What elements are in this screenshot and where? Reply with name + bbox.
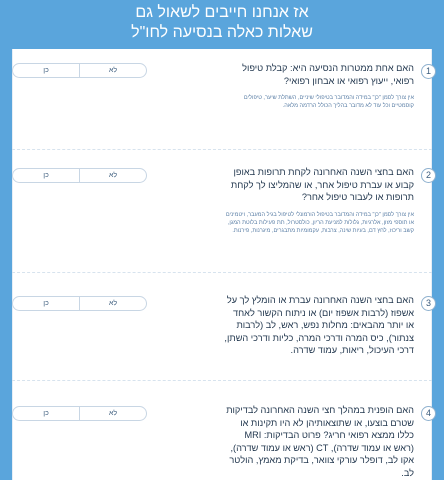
question-text-2: האם בחצי השנה האחרונה לקחת תרופות באופן קבוע או עברת טיפול אחר, או שהמליצו לך לקחת תרופות או לעבור טיפול אחר? [230, 167, 414, 202]
question-note-1: אין צורך לסמן "כן" במידה והמדובר בטיפולי שיניים, השתלת שיער, טיפולים קוסמטיים וכל עוד לא מדובר בהליך הכולל הרדמה מלאה. [243, 95, 414, 109]
answer-yes-button-1[interactable]: כן [43, 67, 49, 74]
answer-toggle-1 [12, 63, 147, 78]
answer-yes-button-3[interactable]: כן [43, 300, 49, 307]
answer-toggle-4 [12, 406, 147, 421]
question-divider [12, 380, 432, 381]
answer-no-button-4[interactable]: לא [79, 407, 146, 420]
question-text-1: האם אחת ממטרות הנסיעה היא: קבלת טיפול רפואי, ייעוץ רפואי או אבחון רפואי? [242, 63, 414, 86]
header-title-line-1: אז אנחנו חייבים לשאול גם [135, 4, 309, 21]
question-note-2: אין צורך לסמן "כן" במידה והמדובר בטיפול הורמונלי לטיפול בגיל המעבר, ויטמינים או תוספי מזון, אלרגיות, גלולות למניעת הריון, כולסטרול, תת פעילות בלוטת המגן, קשב וריכוז, לחץ דם, בעיות שינה, צרבות, עקמומיות מתבגרים, מיגרנות, פירנות. [225, 212, 414, 234]
question-text-3: האם בחצי השנה האחרונה עברת או הומלץ לך על אשפוז (לרבות אשפוז יום) או ניתוח הקשור לאחד או יותר מהבאים: מחלות נפש, ראש, לב (לרבות צנתור), כיס המרה ודרכי המרה, כליות ודרכי השתן, דרכי העיכול, ריאות, עמוד שדרה. [224, 295, 414, 355]
page-header [0, 0, 444, 48]
question-number-1: 1 [421, 64, 436, 79]
answer-yes-button-2[interactable]: כן [43, 172, 49, 179]
question-number-4: 4 [421, 406, 436, 421]
answer-toggle-2 [12, 168, 147, 183]
header-title-line-2: שאלות כאלה בנסיעה לחו"ל [131, 24, 313, 41]
answer-no-button-2[interactable]: לא [79, 169, 146, 182]
question-divider [12, 149, 432, 150]
answer-yes-button-4[interactable]: כן [43, 410, 49, 417]
question-divider [12, 272, 432, 273]
question-text-4: האם הופנית במהלך חצי השנה האחרונה לבדיקות שטרם בוצעו, או שתוצאותיהן לא היו תקינות או כללו ממצא רפואי חריג? פרוט הבדיקות: MRI (ראש או עמוד שדרה), CT (ראש או עמוד שדרה), אקו לב, דופלר עורקי צוואר, בדיקת מאמץ, הולטר לב. [226, 405, 414, 478]
question-number-2: 2 [421, 168, 436, 183]
answer-no-button-1[interactable]: לא [79, 64, 146, 77]
answer-no-button-3[interactable]: לא [79, 297, 146, 310]
question-number-3: 3 [421, 296, 436, 311]
answer-toggle-3 [12, 296, 147, 311]
